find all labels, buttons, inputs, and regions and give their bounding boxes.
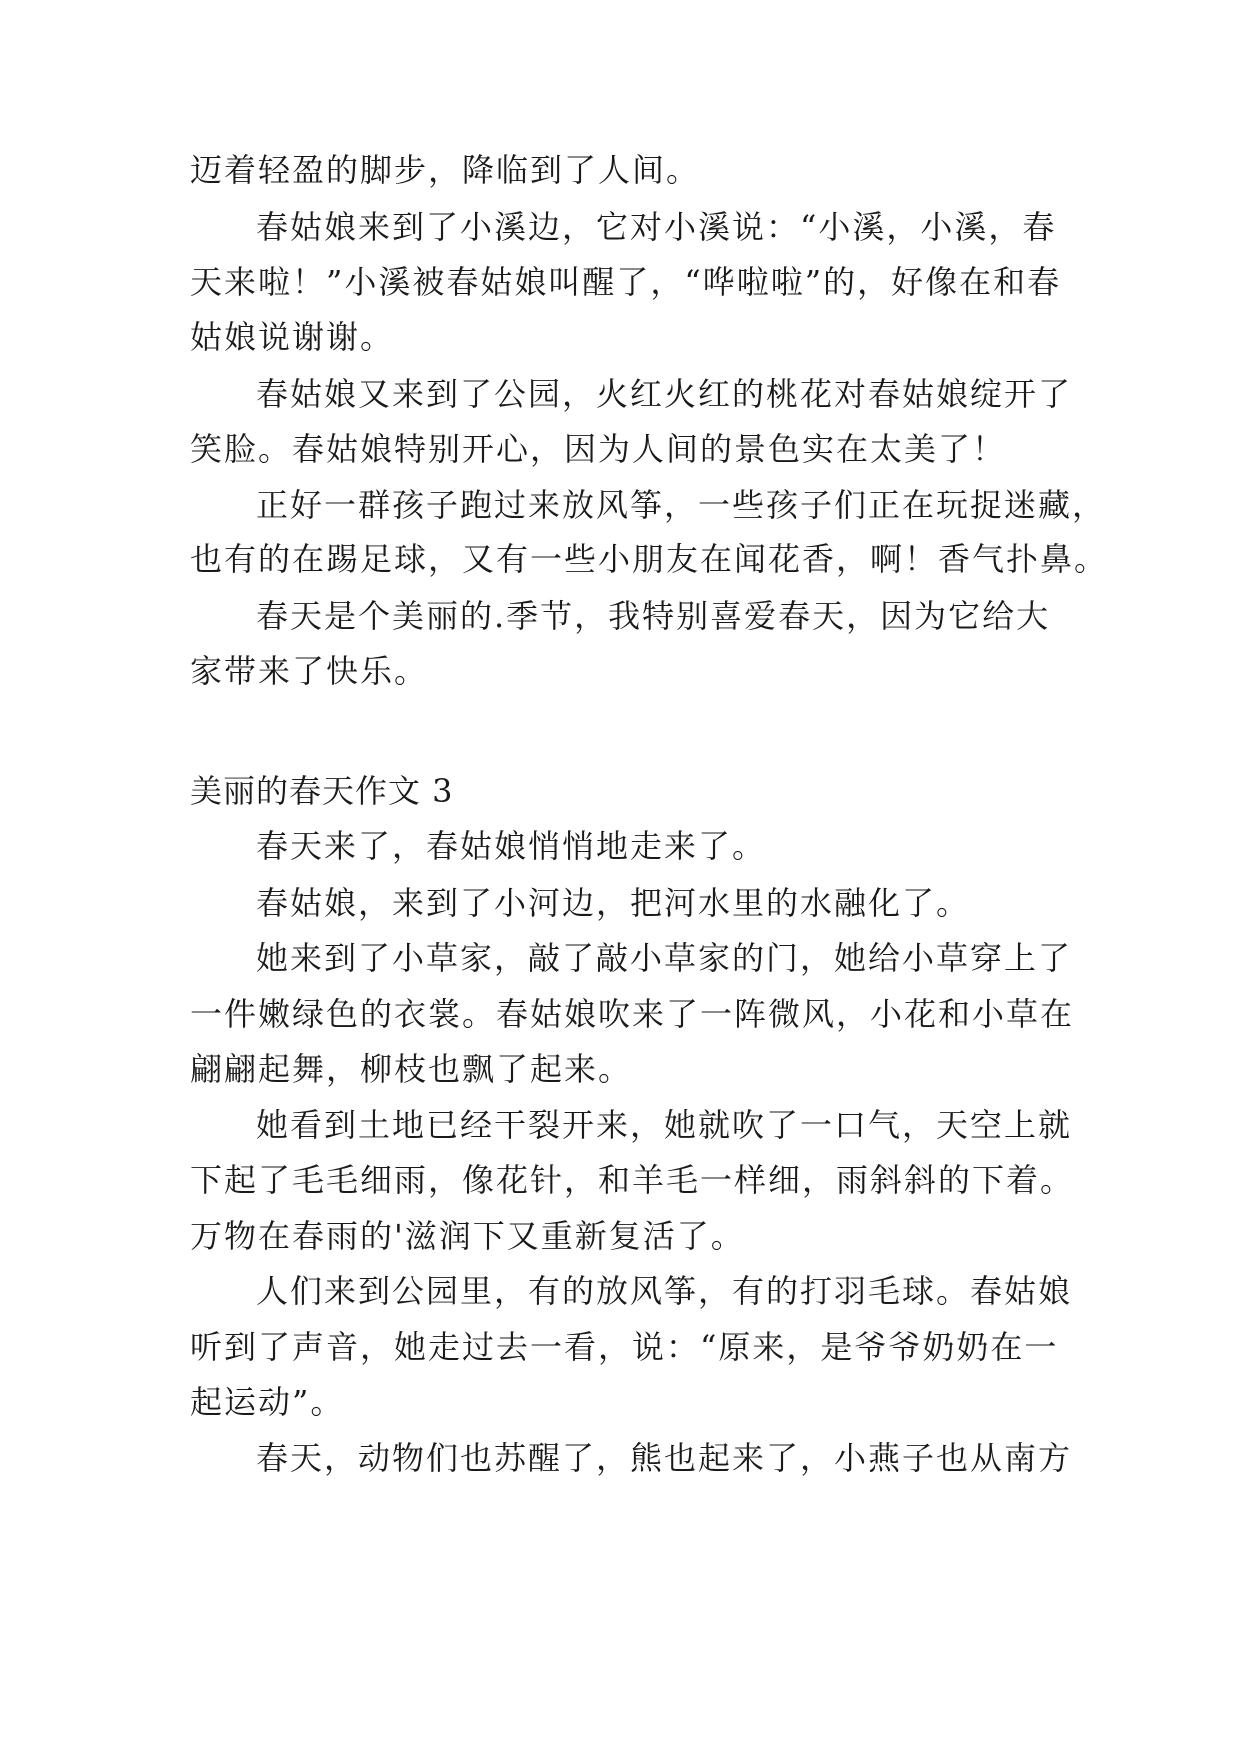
text-line: 家带来了快乐。 xyxy=(190,652,429,690)
text-line: 姑娘说谢谢。 xyxy=(190,318,395,356)
text-line: 她来到了小草家，敲了敲小草家的门，她给小草穿上了 xyxy=(256,939,1073,977)
text-line: 春姑娘来到了小溪边，它对小溪说：“小溪，小溪，春 xyxy=(256,208,1057,246)
text-line: 春姑娘又来到了公园，火红火红的桃花对春姑娘绽开了 xyxy=(256,375,1073,413)
text-line: 天来啦！”小溪被春姑娘叫醒了，“哗啦啦”的，好像在和春 xyxy=(190,263,1062,301)
text-line: 万物在春雨的'滋润下又重新复活了。 xyxy=(190,1217,745,1255)
text-line: 她看到土地已经干裂开来，她就吹了一口气，天空上就 xyxy=(256,1106,1073,1144)
section-heading: 美丽的春天作文 3 xyxy=(190,772,454,810)
text-line: 也有的在踢足球，又有一些小朋友在闻花香，啊！香气扑鼻。 xyxy=(190,540,1109,578)
text-line: 迈着轻盈的脚步，降临到了人间。 xyxy=(190,151,701,189)
text-line: 起运动”。 xyxy=(190,1383,345,1421)
text-line: 人们来到公园里，有的放风筝，有的打羽毛球。春姑娘 xyxy=(256,1272,1073,1310)
text-line: 一件嫩绿色的衣裳。春姑娘吹来了一阵微风，小花和小草在 xyxy=(190,995,1075,1033)
text-line: 笑脸。春姑娘特别开心，因为人间的景色实在太美了！ xyxy=(190,430,1007,468)
text-line: 春天来了，春姑娘悄悄地走来了。 xyxy=(256,827,767,865)
text-line: 下起了毛毛细雨，像花针，和羊毛一样细，雨斜斜的下着。 xyxy=(190,1161,1075,1199)
text-line: 听到了声音，她走过去一看，说：“原来，是爷爷奶奶在一 xyxy=(190,1328,1059,1366)
text-line: 正好一群孩子跑过来放风筝，一些孩子们正在玩捉迷藏， xyxy=(256,486,1107,524)
text-line: 春天，动物们也苏醒了，熊也起来了，小燕子也从南方 xyxy=(256,1439,1073,1477)
text-line: 翩翩起舞，柳枝也飘了起来。 xyxy=(190,1050,633,1088)
text-line: 春姑娘，来到了小河边，把河水里的水融化了。 xyxy=(256,884,971,922)
text-line: 春天是个美丽的.季节，我特别喜爱春天，因为它给大 xyxy=(256,597,1051,635)
